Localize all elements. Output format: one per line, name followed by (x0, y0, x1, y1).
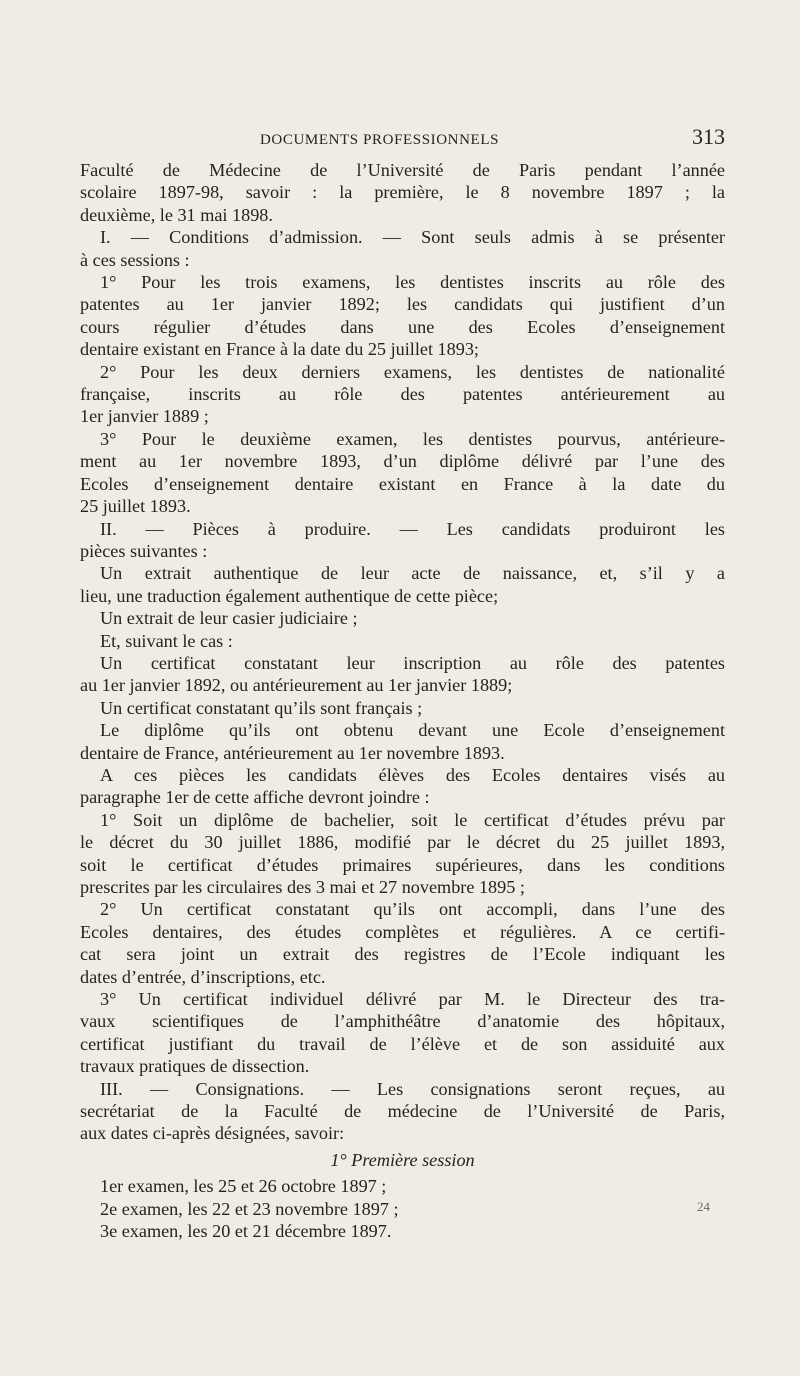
text-line: lieu, une traduction également authentique de cette pièce; (80, 585, 499, 606)
text-line: 1er janvier 1889 ; (80, 406, 209, 427)
text-line: aux dates ci-après désignées, savoir: (80, 1123, 345, 1144)
text-line: scolaire 1897-98, savoir : la première, le 8 novembre 1897 ; la (80, 182, 725, 203)
body-text (80, 159, 725, 1243)
text-line: Ecoles dentaires, des études complètes et régulières. A ce certifi- (80, 921, 725, 942)
text-line: Un extrait authentique de leur acte de naissance, et, s’il y a (100, 563, 725, 584)
text-line: Faculté de Médecine de l’Université de Paris pendant l’année (80, 160, 725, 180)
text-line: 2° Pour les deux derniers examens, les dentistes de nationalité (100, 361, 725, 382)
text-line: ment au 1er novembre 1893, d’un diplôme délivré par l’une des (80, 451, 725, 472)
session-title: 1° Première session (330, 1149, 475, 1170)
text-line: Un certificat constatant qu’ils sont français ; (100, 697, 423, 718)
text-line: Le diplôme qu’ils ont obtenu devant une Ecole d’enseignement (100, 720, 725, 741)
text-line: 1° Pour les trois examens, les dentistes inscrits au rôle des (100, 272, 725, 293)
text-line: certificat justifiant du travail de l’élève et de son assiduité aux (80, 1033, 725, 1054)
text-line: 25 juillet 1893. (80, 496, 191, 517)
text-line: travaux pratiques de dissection. (80, 1056, 310, 1077)
text-line: deuxième, le 31 mai 1898. (80, 204, 273, 225)
section-heading-consignations: III. — Consignations. — Les consignations seront reçues, au (100, 1078, 725, 1099)
text-line: 3° Un certificat individuel délivré par M. le Directeur des tra- (100, 989, 725, 1010)
text-line: vaux scientifiques de l’amphithéâtre d’anatomie des hôpitaux, (80, 1011, 725, 1032)
text-line: Et, suivant le cas : (100, 630, 233, 651)
text-line: 1° Soit un diplôme de bachelier, soit le certificat d’études prévu par (100, 809, 725, 830)
text-line: cours régulier d’études dans une des Ecoles d’enseignement (80, 316, 725, 337)
text-line: Ecoles d’enseignement dentaire existant en France à la date du (80, 473, 725, 494)
text-line: paragraphe 1er de cette affiche devront joindre : (80, 787, 430, 808)
exam-date-line: 3e examen, les 20 et 21 décembre 1897. (100, 1221, 392, 1242)
text-line: française, inscrits au rôle des patentes antérieurement au (80, 384, 725, 405)
text-line: pièces suivantes : (80, 540, 208, 561)
section-heading-pieces: II. — Pièces à produire. — Les candidats produiront les (100, 518, 725, 539)
text-line: le décret du 30 juillet 1886, modifié par le décret du 25 juillet 1893, (80, 832, 725, 853)
text-line: secrétariat de la Faculté de médecine de l’Université de Paris, (80, 1101, 725, 1122)
text-line: 2° Un certificat constatant qu’ils ont accompli, dans l’une des (100, 899, 725, 920)
text-line: dentaire existant en France à la date du 25 juillet 1893; (80, 339, 479, 360)
text-line: Un extrait de leur casier judiciaire ; (100, 608, 358, 629)
exam-date-line: 2e examen, les 22 et 23 novembre 1897 ; (100, 1198, 399, 1219)
text-line: à ces sessions : (80, 249, 190, 270)
page-header (80, 124, 725, 152)
text-line: dates d’entrée, d’inscriptions, etc. (80, 966, 326, 987)
text-line: dentaire de France, antérieurement au 1er novembre 1893. (80, 742, 505, 763)
text-line: prescrites par les circulaires des 3 mai et 27 novembre 1895 ; (80, 877, 525, 897)
exam-date-line: 1er examen, les 25 et 26 octobre 1897 ; (100, 1176, 387, 1197)
page-number: 313 (692, 124, 725, 149)
text-line: 3° Pour le deuxième examen, les dentistes pourvus, antérieure- (100, 428, 725, 449)
text-line: au 1er janvier 1892, ou antérieurement au 1er janvier 1889; (80, 675, 513, 696)
signature-mark: 24 (697, 1199, 710, 1214)
text-line: patentes au 1er janvier 1892; les candidats qui justifient d’un (80, 294, 725, 315)
text-line: A ces pièces les candidats élèves des Ecoles dentaires visés au (100, 764, 725, 785)
running-head: DOCUMENTS PROFESSIONNELS (260, 132, 500, 148)
section-heading-conditions: I. — Conditions d’admission. — Sont seuls admis à se présenter (100, 227, 725, 248)
text-line: Un certificat constatant leur inscription au rôle des patentes (100, 652, 725, 673)
text-line: soit le certificat d’études primaires supérieures, dans les conditions (80, 854, 725, 875)
text-line: cat sera joint un extrait des registres de l’Ecole indiquant les (80, 944, 725, 965)
